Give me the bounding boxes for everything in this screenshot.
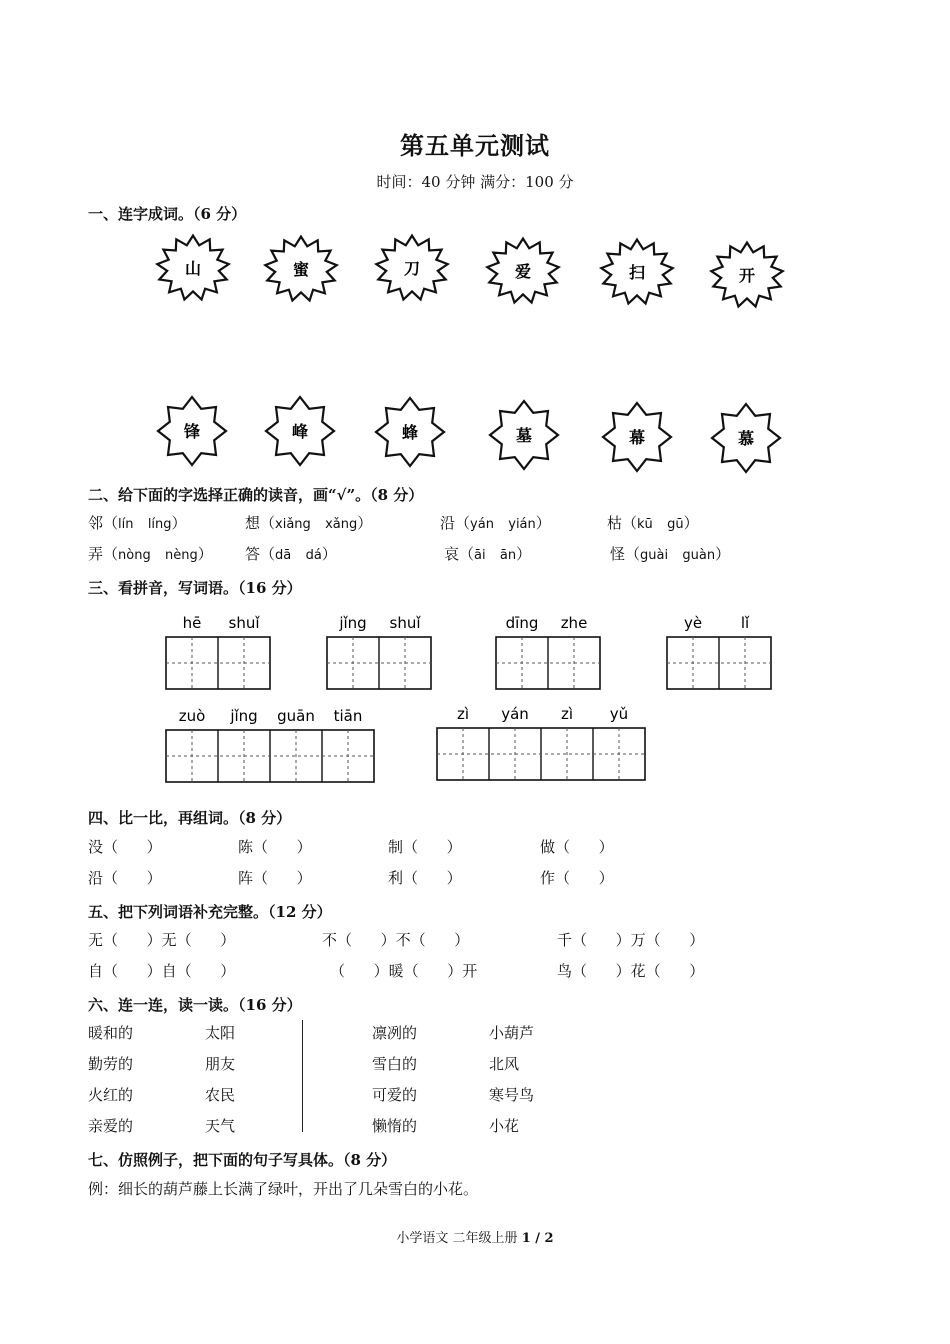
pinyin-label: yán	[501, 705, 529, 723]
divider-line	[302, 1020, 303, 1132]
match-word[interactable]: 农民	[205, 1086, 236, 1104]
exam-info: 时间：40 分钟 满分：100 分	[376, 173, 574, 191]
pinyin-label: dīng	[505, 614, 539, 632]
section-6-heading: 六、连一连，读一读。（16 分）	[88, 996, 302, 1014]
writing-grids	[0, 600, 950, 800]
pinyin-option[interactable]: dá	[305, 548, 322, 563]
pinyin-label: shuǐ	[389, 614, 421, 632]
pinyin-option[interactable]: xǎng	[325, 517, 358, 532]
compare-item[interactable]: 作（ ）	[540, 869, 614, 887]
match-word[interactable]: 亲爱的	[88, 1117, 134, 1135]
octagon-char: 幕	[628, 428, 646, 447]
word-link-shapes	[0, 0, 950, 480]
complete-item[interactable]: 无（ ）无（ ）	[88, 931, 236, 949]
pronunciation-char: 弄	[88, 545, 104, 563]
pinyin-option[interactable]: xiǎng	[275, 517, 311, 532]
octagon-char: 锋	[183, 422, 201, 441]
pinyin-option[interactable]: líng	[147, 517, 172, 532]
match-word[interactable]: 暖和的	[88, 1024, 134, 1042]
pinyin-option[interactable]: guài	[640, 548, 669, 563]
compare-item[interactable]: 陈（ ）	[238, 838, 312, 856]
compare-item[interactable]: 利（ ）	[388, 869, 462, 887]
star-char: 开	[738, 266, 756, 285]
octagon-char: 蜂	[401, 423, 419, 442]
pinyin-label: zhe	[560, 614, 588, 632]
pronunciation-item: 哀（āi ān）	[444, 545, 532, 563]
match-word[interactable]: 北风	[489, 1055, 520, 1073]
star-char: 扫	[628, 263, 646, 282]
example-sentence: 例：细长的葫芦藤上长满了绿叶，开出了几朵雪白的小花。	[88, 1180, 479, 1198]
octagon-char: 墓	[515, 426, 533, 445]
match-word[interactable]: 雪白的	[372, 1055, 418, 1073]
compare-item[interactable]: 没（ ）	[88, 838, 162, 856]
star-char: 刀	[403, 259, 421, 278]
pinyin-option[interactable]: gū	[667, 517, 684, 532]
page-number: 1 / 2	[521, 1231, 554, 1246]
pinyin-option[interactable]: ān	[499, 548, 517, 563]
footer-text: 小学语文 二年级上册	[396, 1231, 522, 1246]
match-word[interactable]: 可爱的	[372, 1086, 418, 1104]
pronunciation-char: 答	[245, 545, 261, 563]
compare-item[interactable]: 阵（ ）	[238, 869, 312, 887]
octagon-char: 慕	[737, 429, 755, 448]
octagon-char: 峰	[291, 422, 309, 441]
match-word[interactable]: 朋友	[205, 1055, 236, 1073]
complete-item[interactable]: 鸟（ ）花（ ）	[557, 962, 705, 980]
match-word[interactable]: 寒号鸟	[489, 1086, 535, 1104]
compare-item[interactable]: 制（ ）	[388, 838, 462, 856]
pronunciation-char: 枯	[607, 514, 623, 532]
pronunciation-item: 沿（yán yián）	[440, 514, 551, 532]
pronunciation-item: 想（xiǎng xǎng）	[245, 514, 373, 532]
section-1-heading: 一、连字成词。（6 分）	[88, 205, 247, 223]
complete-item[interactable]: 千（ ）万（ ）	[557, 931, 705, 949]
pinyin-label: jǐng	[230, 707, 258, 725]
pinyin-label: yè	[683, 614, 703, 632]
pinyin-label: zì	[560, 705, 574, 723]
pinyin-option[interactable]: yán	[470, 517, 494, 532]
match-word[interactable]: 小葫芦	[489, 1024, 535, 1042]
pinyin-label: tiān	[333, 707, 363, 725]
complete-item[interactable]: （ ）暖（ ）开	[330, 962, 478, 980]
pronunciation-item: 弄（nòng nèng）	[88, 545, 213, 563]
pronunciation-item: 答（dā dá）	[245, 545, 337, 563]
section-7-heading: 七、仿照例子，把下面的句子写具体。（8 分）	[88, 1151, 397, 1169]
match-word[interactable]: 天气	[205, 1117, 236, 1135]
section-3-heading: 三、看拼音，写词语。（16 分）	[88, 579, 302, 597]
star-char: 爱	[514, 262, 532, 281]
pronunciation-char: 沿	[440, 514, 456, 532]
pinyin-label: zì	[456, 705, 470, 723]
pinyin-label: shuǐ	[228, 614, 260, 632]
match-word[interactable]: 凛冽的	[372, 1024, 418, 1042]
pinyin-option[interactable]: dā	[275, 548, 292, 563]
pinyin-label: lǐ	[740, 614, 750, 632]
pinyin-option[interactable]: nòng	[118, 548, 151, 563]
pronunciation-char: 怪	[610, 545, 626, 563]
pinyin-option[interactable]: yián	[508, 517, 536, 532]
pinyin-option[interactable]: kū	[637, 517, 653, 532]
pronunciation-char: 哀	[444, 545, 460, 563]
pronunciation-item: 邻（lín líng）	[88, 514, 187, 532]
match-word[interactable]: 太阳	[205, 1024, 236, 1042]
match-word[interactable]: 火红的	[88, 1086, 134, 1104]
pinyin-option[interactable]: āi	[474, 548, 486, 563]
pinyin-label: hē	[182, 614, 202, 632]
pinyin-option[interactable]: guàn	[682, 548, 716, 563]
pinyin-label: jǐng	[339, 614, 367, 632]
compare-item[interactable]: 沿（ ）	[88, 869, 162, 887]
pinyin-label: yǔ	[609, 705, 629, 723]
page-footer	[0, 1227, 950, 1246]
pinyin-option[interactable]: nèng	[165, 548, 198, 563]
pinyin-option[interactable]: lín	[118, 517, 134, 532]
pinyin-label: guān	[277, 707, 315, 725]
match-word[interactable]: 勤劳的	[88, 1055, 134, 1073]
page-title: 第五单元测试	[400, 131, 550, 160]
pronunciation-item: 怪（guài guàn）	[610, 545, 731, 563]
complete-item[interactable]: 自（ ）自（ ）	[88, 962, 236, 980]
compare-item[interactable]: 做（ ）	[540, 838, 614, 856]
complete-item[interactable]: 不（ ）不（ ）	[322, 931, 470, 949]
section-2-heading: 二、给下面的字选择正确的读音，画“√”。（8 分）	[88, 486, 424, 504]
star-char: 山	[184, 259, 202, 278]
pronunciation-char: 邻	[88, 514, 104, 532]
section-4-heading: 四、比一比，再组词。（8 分）	[88, 809, 292, 827]
match-word[interactable]: 懒惰的	[372, 1117, 418, 1135]
pronunciation-char: 想	[245, 514, 261, 532]
star-char: 蜜	[292, 260, 310, 279]
pinyin-label: zuò	[178, 707, 206, 725]
section-5-heading: 五、把下列词语补充完整。（12 分）	[88, 903, 332, 921]
pronunciation-item: 枯（kū gū）	[607, 514, 699, 532]
match-word[interactable]: 小花	[489, 1117, 520, 1135]
